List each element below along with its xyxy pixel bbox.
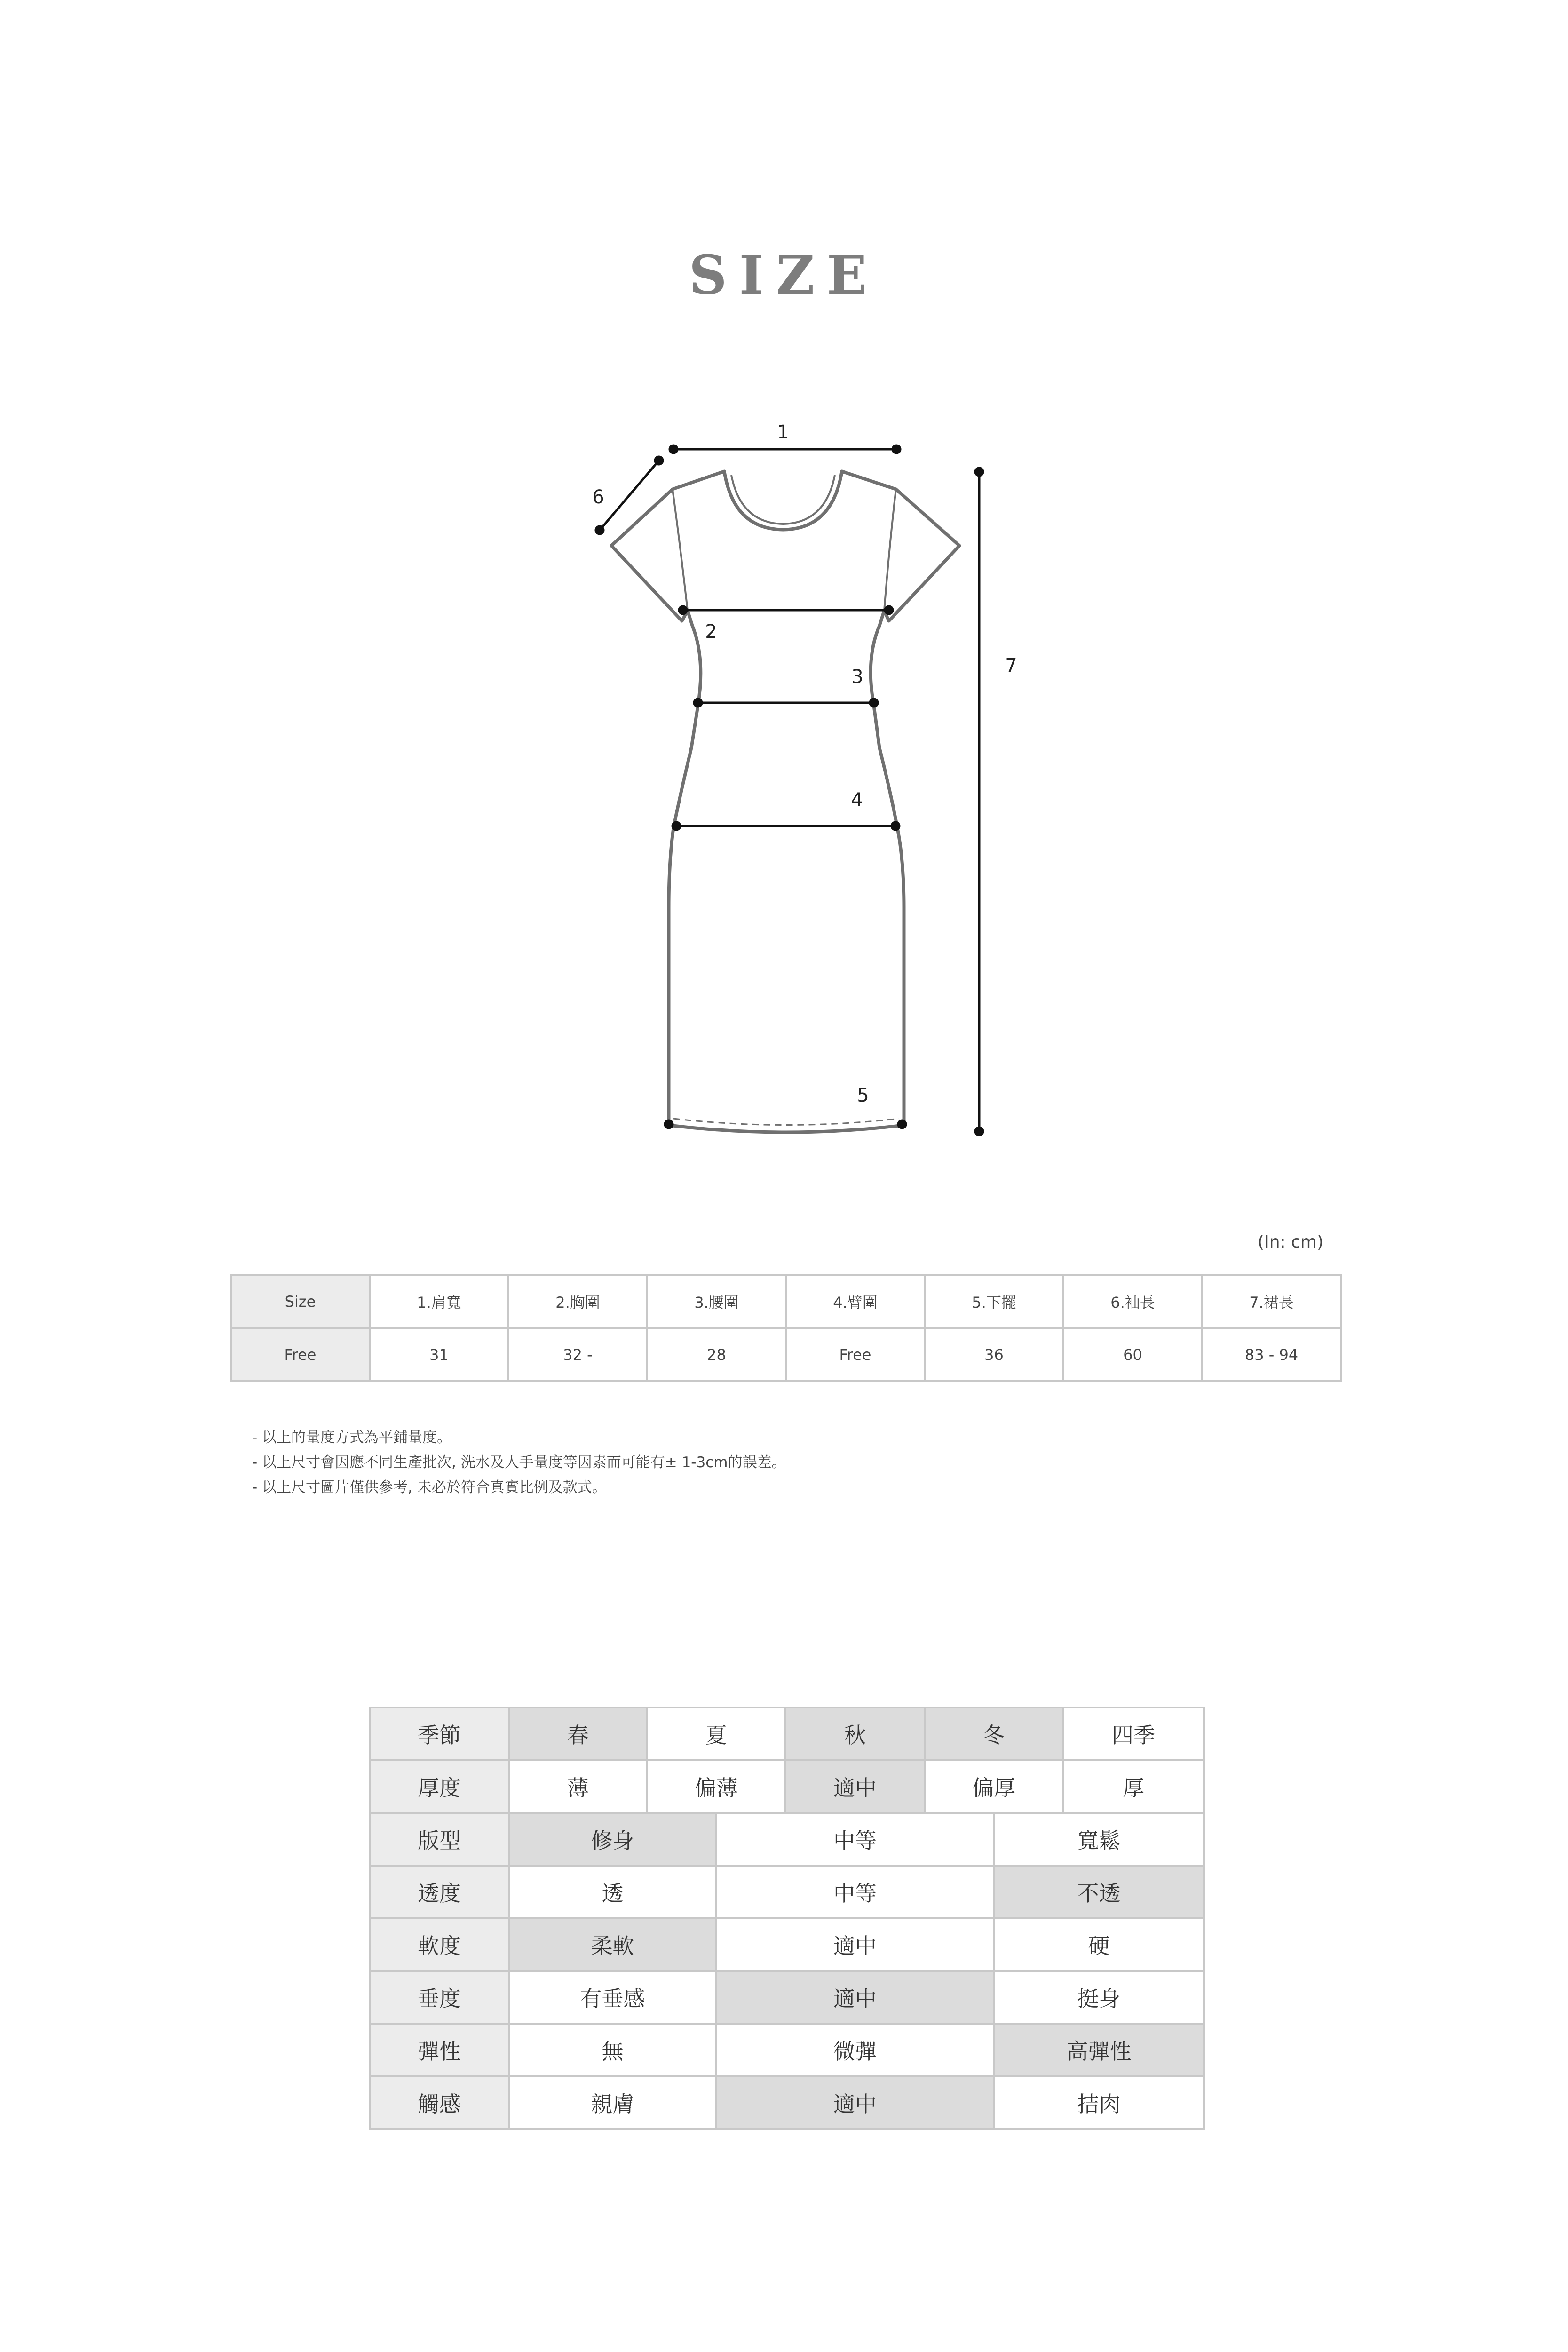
note-line: - 以上尺寸圖片僅供參考, 未必於符合真實比例及款式。 xyxy=(252,1479,607,1496)
size-header-cell: Size xyxy=(231,1275,370,1328)
size-cell: 32 - xyxy=(508,1328,647,1381)
diagram-label-7: 7 xyxy=(1005,655,1017,676)
size-cell: 36 xyxy=(925,1328,1063,1381)
fabric-row-label: 厚度 xyxy=(370,1760,509,1813)
fabric-option: 薄 xyxy=(509,1760,647,1813)
fabric-row xyxy=(370,2024,1204,2076)
diagram-label-4: 4 xyxy=(851,789,863,811)
measurement-notes xyxy=(252,1425,786,1500)
fabric-option: 寬鬆 xyxy=(994,1813,1204,1866)
size-header-cell: 2.胸圍 xyxy=(508,1275,647,1328)
fabric-row-label: 季節 xyxy=(370,1708,509,1760)
size-table-row xyxy=(231,1328,1341,1381)
fabric-row xyxy=(370,1813,1204,1866)
fabric-option: 修身 xyxy=(509,1813,716,1866)
size-cell: 60 xyxy=(1063,1328,1202,1381)
diagram-label-5: 5 xyxy=(857,1085,869,1106)
fabric-option: 適中 xyxy=(716,1918,994,1971)
size-cell: 83 - 94 xyxy=(1202,1328,1341,1381)
fabric-row xyxy=(370,1760,1204,1813)
fabric-option: 柔軟 xyxy=(509,1918,716,1971)
fabric-option: 無 xyxy=(509,2024,716,2076)
size-header-cell: 7.裙長 xyxy=(1202,1275,1341,1328)
fabric-row xyxy=(370,1971,1204,2024)
size-cell: 31 xyxy=(370,1328,508,1381)
unit-label: (In: cm) xyxy=(1258,1232,1323,1252)
fabric-option: 偏厚 xyxy=(925,1760,1063,1813)
fabric-row xyxy=(370,1918,1204,1971)
fabric-option: 不透 xyxy=(994,1866,1204,1918)
fabric-option: 硬 xyxy=(994,1918,1204,1971)
fabric-row xyxy=(370,2076,1204,2129)
size-cell: Free xyxy=(786,1328,925,1381)
fabric-option: 有垂感 xyxy=(509,1971,716,2024)
fabric-option: 中等 xyxy=(716,1866,994,1918)
fabric-option: 四季 xyxy=(1063,1708,1204,1760)
fabric-row xyxy=(370,1708,1204,1760)
diagram-label-6: 6 xyxy=(592,486,604,508)
note-line: - 以上尺寸會因應不同生產批次, 洗水及人手量度等因素而可能有± 1-3cm的誤差。 xyxy=(252,1454,786,1471)
fabric-option: 透 xyxy=(509,1866,716,1918)
fabric-row-label: 彈性 xyxy=(370,2024,509,2076)
note-line: - 以上的量度方式為平鋪量度。 xyxy=(252,1429,452,1446)
fabric-row xyxy=(370,1866,1204,1918)
size-cell: Free xyxy=(231,1328,370,1381)
fabric-row-label: 觸感 xyxy=(370,2076,509,2129)
fabric-option: 適中 xyxy=(716,2076,994,2129)
fabric-option: 親膚 xyxy=(509,2076,716,2129)
page-title: SIZE xyxy=(689,245,879,306)
fabric-row-label: 軟度 xyxy=(370,1918,509,1971)
fabric-row-label: 垂度 xyxy=(370,1971,509,2024)
fabric-option: 冬 xyxy=(925,1708,1063,1760)
diagram-label-3: 3 xyxy=(851,666,863,688)
fabric-row-label: 版型 xyxy=(370,1813,509,1866)
size-header-cell: 1.肩寬 xyxy=(370,1275,508,1328)
fabric-row-label: 透度 xyxy=(370,1866,509,1918)
fabric-option: 春 xyxy=(509,1708,647,1760)
size-table-header-row xyxy=(231,1275,1341,1328)
size-header-cell: 4.臂圍 xyxy=(786,1275,925,1328)
fabric-table xyxy=(369,1707,1205,2130)
size-header-cell: 5.下擺 xyxy=(925,1275,1063,1328)
size-table xyxy=(230,1274,1342,1382)
diagram-label-2: 2 xyxy=(705,621,717,643)
fabric-option: 適中 xyxy=(716,1971,994,2024)
fabric-option: 厚 xyxy=(1063,1760,1204,1813)
fabric-option: 夏 xyxy=(647,1708,785,1760)
fabric-option: 中等 xyxy=(716,1813,994,1866)
fabric-option: 偏薄 xyxy=(647,1760,785,1813)
fabric-option: 拮肉 xyxy=(994,2076,1204,2129)
fabric-option: 適中 xyxy=(785,1760,925,1813)
diagram-label-1: 1 xyxy=(777,421,789,443)
size-header-cell: 3.腰圍 xyxy=(647,1275,786,1328)
fabric-option: 微彈 xyxy=(716,2024,994,2076)
fabric-option: 秋 xyxy=(785,1708,925,1760)
size-header-cell: 6.袖長 xyxy=(1063,1275,1202,1328)
fabric-option: 挺身 xyxy=(994,1971,1204,2024)
size-cell: 28 xyxy=(647,1328,786,1381)
fabric-option: 高彈性 xyxy=(994,2024,1204,2076)
